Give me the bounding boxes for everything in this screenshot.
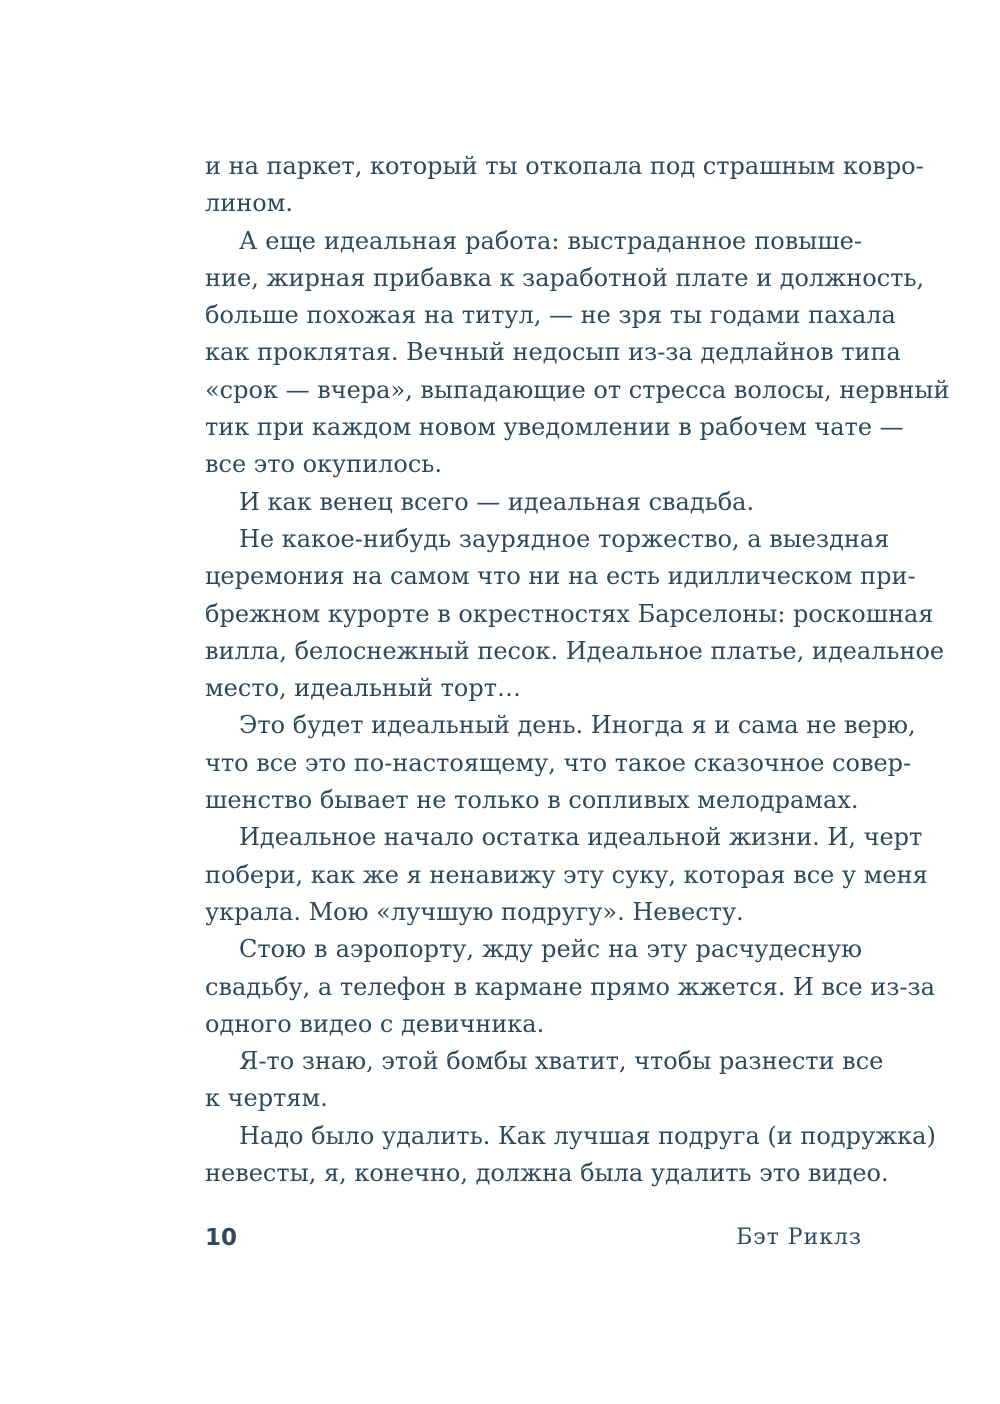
text-line: лином. [205, 189, 293, 218]
text-line: что все это по-настоящему, что такое сказочное совер- [205, 748, 912, 777]
text-line: «срок — вчера», выпадающие от стресса волосы, нервный [205, 375, 950, 404]
text-line: И как венец всего — идеальная свадьба. [239, 487, 755, 516]
text-line: шенство бывает не только в сопливых мелодрамах. [205, 786, 859, 815]
text-line: и на паркет, который ты откопала под страшным ковро- [205, 152, 924, 180]
page-footer [205, 1222, 862, 1254]
text-line: Идеальное начало остатка идеальной жизни. И, черт [239, 823, 923, 852]
text-line: как проклятая. Вечный недосып из-за дедлайнов типа [205, 338, 901, 367]
page-number: 10 [205, 1225, 238, 1251]
text-line: украла. Мою «лучшую подругу». Невесту. [205, 897, 744, 926]
text-line: к чертям. [205, 1084, 328, 1113]
text-line: Не какое-нибудь заурядное торжество, а выездная [239, 524, 890, 553]
body-text [205, 148, 950, 1192]
text-line: свадьбу, а телефон в кармане прямо жжется. И все из-за [205, 972, 935, 1001]
text-line: Стою в аэропорту, жду рейс на эту расчудесную [239, 935, 862, 964]
text-line: брежном курорте в окрестностях Барселоны: роскошная [205, 599, 934, 628]
text-line: одного видео с девичника. [205, 1009, 545, 1038]
text-line: Это будет идеальный день. Иногда я и сама не верю, [239, 711, 916, 740]
text-line: все это окупилось. [205, 450, 442, 479]
text-line: А еще идеальная работа: выстраданное повыше- [239, 226, 862, 255]
text-line: место, идеальный торт… [205, 674, 521, 703]
text-line: Я-то знаю, этой бомбы хватит, чтобы разнести все [239, 1047, 884, 1076]
text-line: Надо было удалить. Как лучшая подруга (и подружка) [239, 1121, 936, 1150]
running-author: Бэт Риклз [736, 1225, 862, 1250]
text-line: побери, как же я ненавижу эту суку, которая все у меня [205, 860, 928, 889]
text-line: невесты, я, конечно, должна была удалить это видео. [205, 1159, 889, 1188]
text-line: церемония на самом что ни на есть идиллическом при- [205, 562, 916, 591]
text-line: ние, жирная прибавка к заработной плате и должность, [205, 263, 925, 292]
text-line: вилла, белоснежный песок. Идеальное платье, идеальное [205, 636, 945, 665]
text-line: тик при каждом новом уведомлении в рабочем чате — [205, 413, 904, 442]
text-line: больше похожая на титул, — не зря ты годами пахала [205, 301, 896, 330]
